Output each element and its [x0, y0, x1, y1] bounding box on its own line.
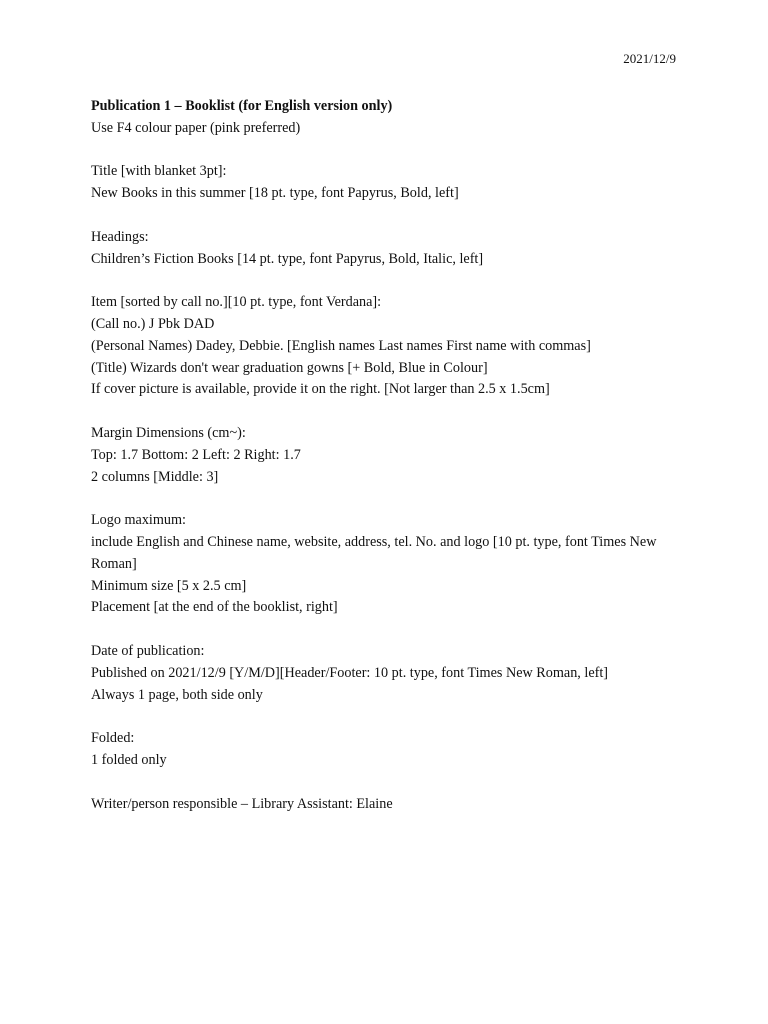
spacer	[91, 401, 691, 423]
margin-columns: 2 columns [Middle: 3]	[91, 468, 219, 485]
spacer	[91, 270, 691, 292]
item-personal-names: (Personal Names) Dadey, Debbie. [English names Last names First name with commas]	[91, 337, 591, 354]
header-date: 2021/12/9	[623, 51, 676, 66]
spacer	[91, 706, 691, 728]
folded-value: 1 folded only	[91, 751, 167, 768]
folded-label: Folded:	[91, 730, 135, 747]
logo-placement: Placement [at the end of the booklist, right]	[91, 599, 338, 616]
logo-include: include English and Chinese name, website, address, tel. No. and logo [10 pt. type, font Times New Roman]	[91, 533, 657, 572]
logo-label: Logo maximum:	[91, 512, 186, 529]
publication-date-text: Published on 2021/12/9 [Y/M/D][Header/Footer: 10 pt. type, font Times New Roman, left]	[91, 664, 609, 681]
writer-responsible: Writer/person responsible – Library Assistant: Elaine	[91, 795, 393, 812]
title-text: New Books in this summer [18 pt. type, font Papyrus, Bold, left]	[91, 185, 459, 202]
document-body	[91, 96, 691, 815]
title-label: Title [with blanket 3pt]:	[91, 163, 227, 180]
item-title: (Title) Wizards don't wear graduation gowns [+ Bold, Blue in Colour]	[91, 359, 488, 376]
margin-values: Top: 1.7 Bottom: 2 Left: 2 Right: 1.7	[91, 446, 301, 463]
spacer	[91, 619, 691, 641]
spacer	[91, 772, 691, 794]
item-call-number: (Call no.) J Pbk DAD	[91, 315, 215, 332]
item-cover: If cover picture is available, provide it on the right. [Not larger than 2.5 x 1.5cm]	[91, 381, 550, 398]
paper-instruction: Use F4 colour paper (pink preferred)	[91, 119, 301, 136]
spacer	[91, 488, 691, 510]
publication-heading: Publication 1 – Booklist (for English version only)	[91, 98, 393, 114]
spacer	[91, 140, 691, 162]
spacer	[91, 205, 691, 227]
margin-label: Margin Dimensions (cm~):	[91, 424, 246, 441]
publication-pages: Always 1 page, both side only	[91, 686, 263, 703]
headings-label: Headings:	[91, 228, 149, 245]
item-label: Item [sorted by call no.][10 pt. type, font Verdana]:	[91, 294, 382, 311]
publication-date-label: Date of publication:	[91, 642, 205, 659]
headings-text: Children’s Fiction Books [14 pt. type, font Papyrus, Bold, Italic, left]	[91, 250, 484, 267]
logo-minimum-size: Minimum size [5 x 2.5 cm]	[91, 577, 247, 594]
